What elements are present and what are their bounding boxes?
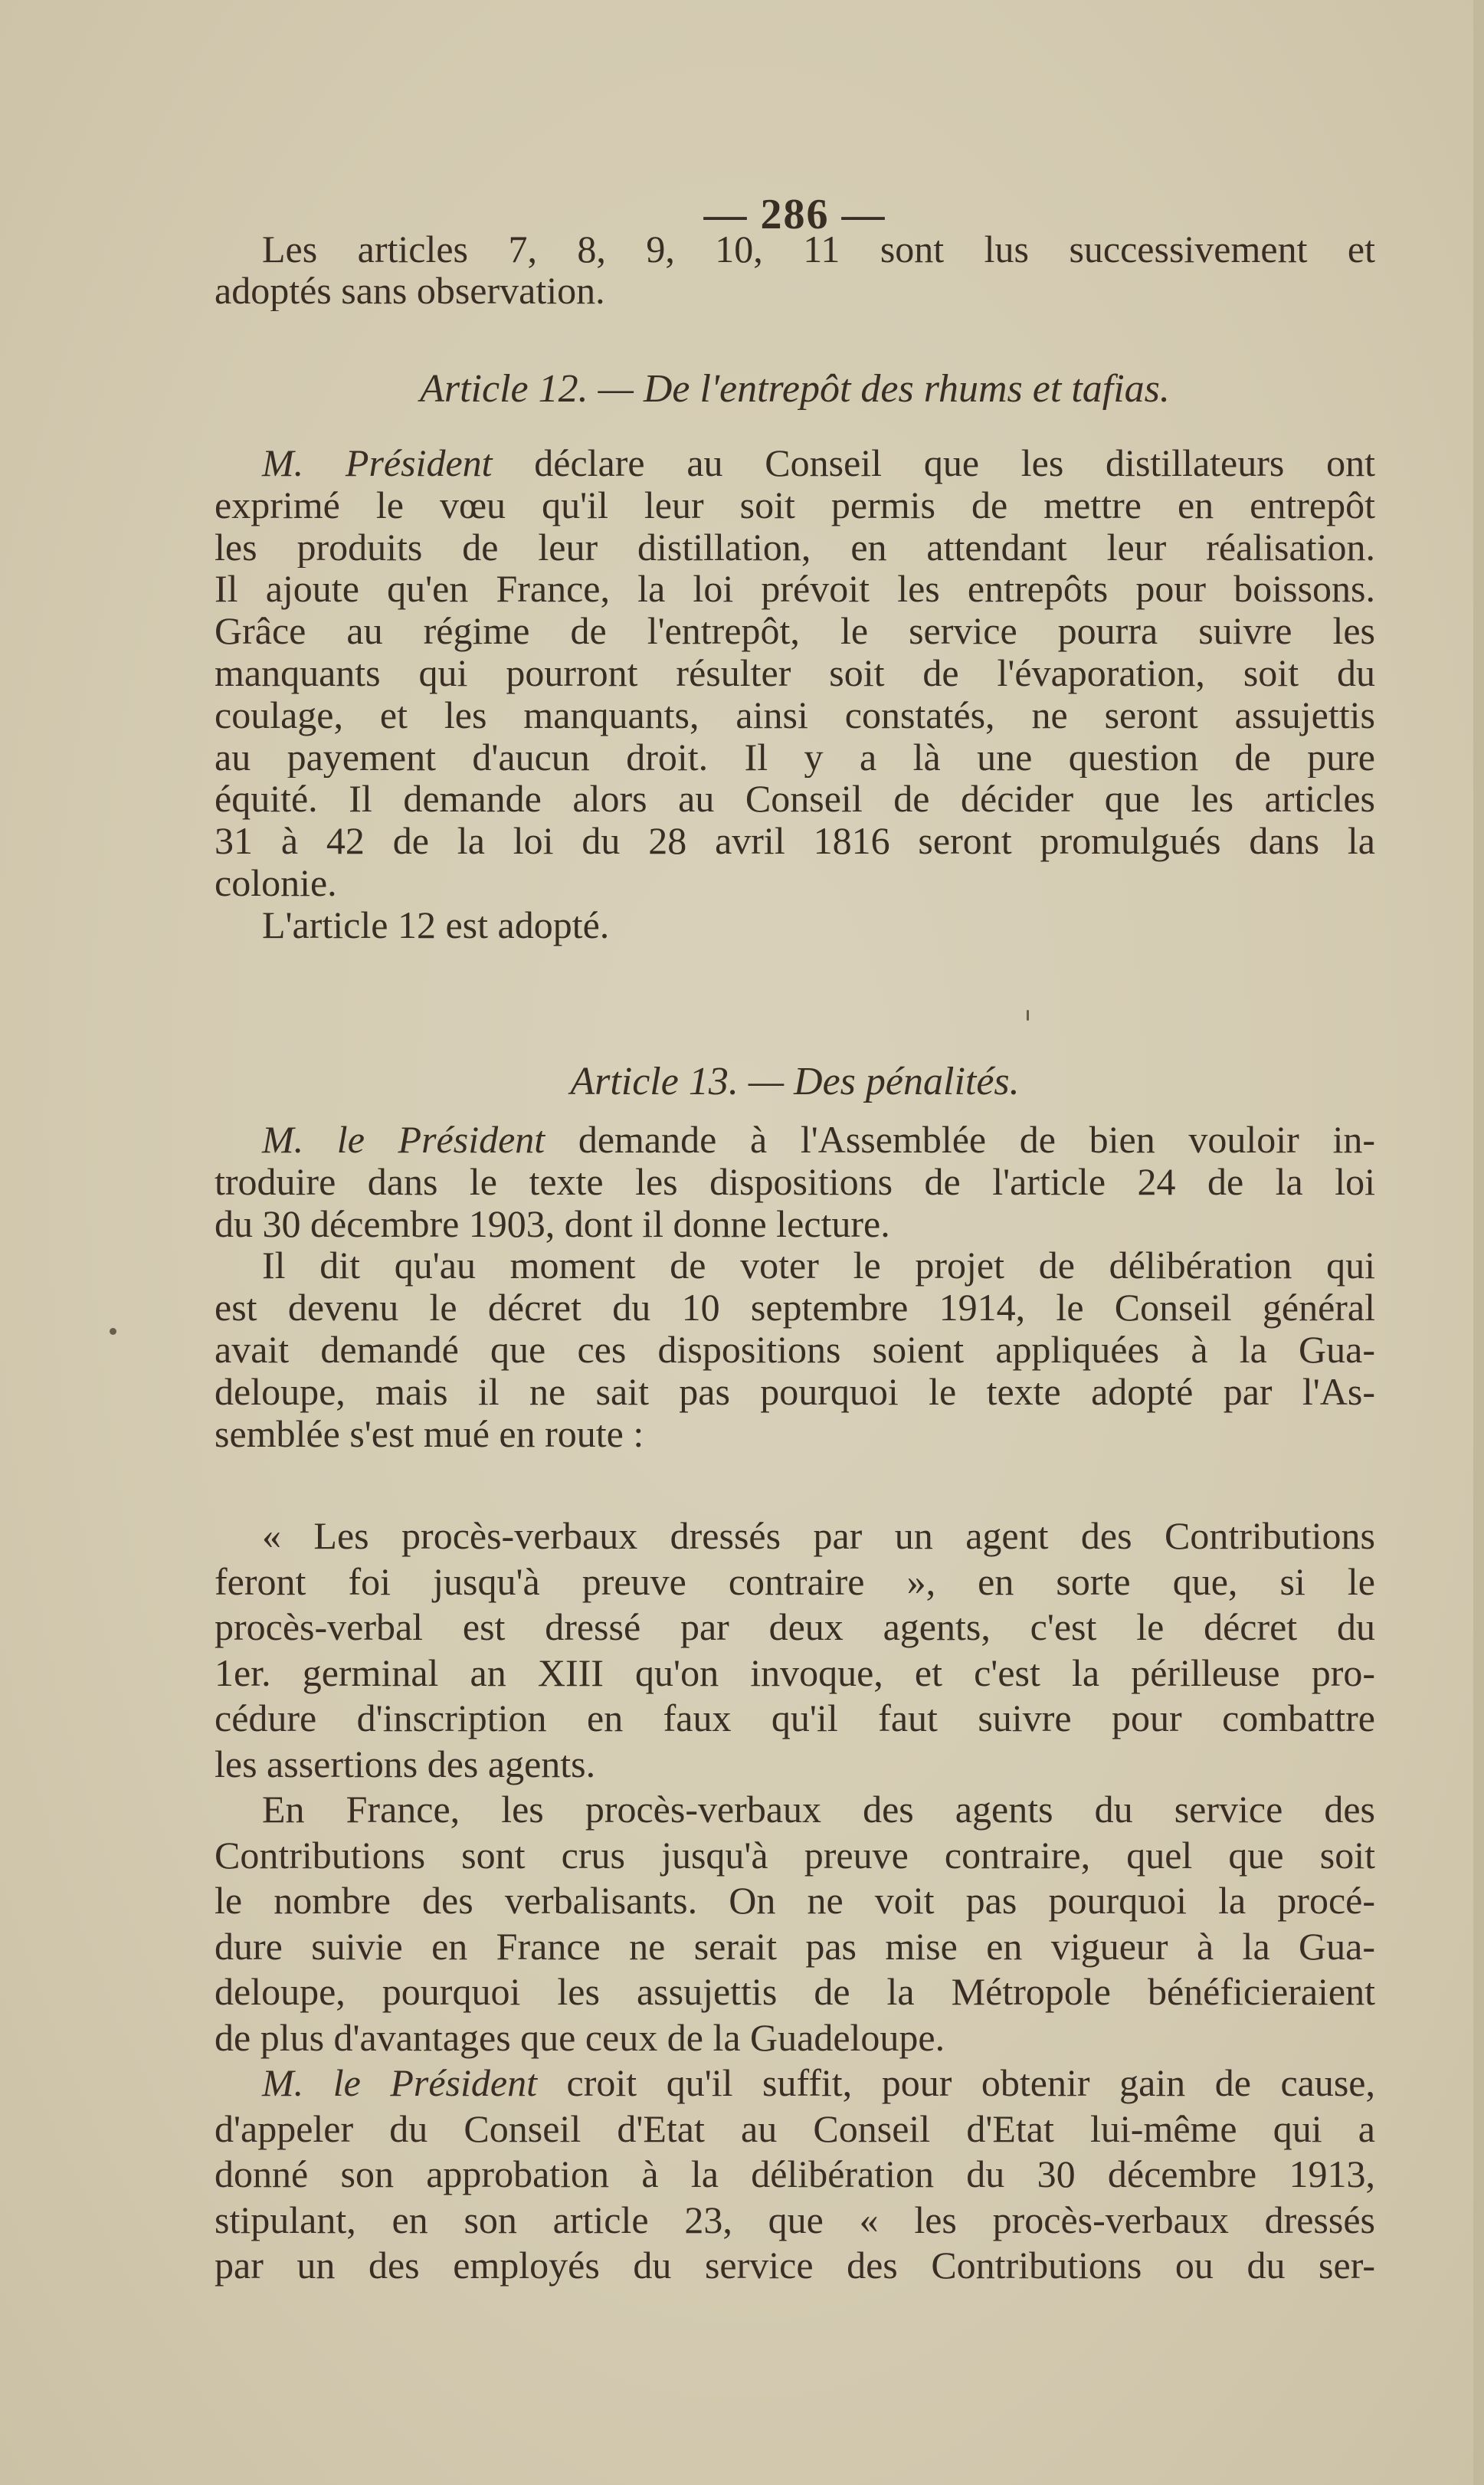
text-line: dure suivie en France ne serait pas mise en vigueur à la Gua- (215, 1924, 1375, 1968)
text-line: manquants qui pourront résulter soit de l'évaporation, soit du (215, 651, 1375, 694)
text-line: En France, les procès-verbaux des agents du service des (262, 1788, 1375, 1831)
text-line: feront foi jusqu'à preuve contraire », en sorte que, si le (215, 1559, 1375, 1603)
paragraph (215, 1119, 1375, 1244)
page-number: — 286 — (703, 191, 886, 238)
text-line: deloupe, mais il ne sait pas pourquoi le texte adopté par l'As- (215, 1370, 1375, 1413)
text-line: du 30 décembre 1903, dont il donne lecture. (215, 1202, 890, 1245)
text-line: colonie. (215, 861, 337, 904)
paragraph (215, 228, 1375, 311)
text-line: Contributions sont crus jusqu'à preuve contraire, quel que soit (215, 1833, 1375, 1877)
text-line: de plus d'avantages que ceux de la Guadeloupe. (215, 2015, 945, 2059)
text-line: Les articles 7, 8, 9, 10, 11 sont lus successivement et (262, 228, 1375, 270)
text-line: les produits de leur distillation, en attendant leur réalisation. (215, 526, 1375, 569)
speaker-name: M. le Président (262, 1119, 545, 1161)
text-line: les assertions des agents. (215, 1742, 596, 1785)
text-line: M. Président déclare au Conseil que les distillateurs ont (262, 442, 1375, 484)
text-line: Il ajoute qu'en France, la loi prévoit les entrepôts pour boissons. (215, 568, 1375, 611)
text-line: M. le Président croit qu'il suffit, pour obtenir gain de cause, (262, 2061, 1375, 2104)
paragraph (215, 1787, 1375, 2060)
section-article-13-body (215, 1513, 1375, 2289)
text-line: 1er. germinal an XIII qu'on invoque, et c'est la périlleuse pro- (215, 1651, 1375, 1694)
text-line: équité. Il demande alors au Conseil de décider que les articles (215, 778, 1375, 821)
heading-article-13: Article 13. — Des pénalités. (570, 1060, 1020, 1103)
paragraph (215, 1244, 1375, 1454)
section-article-12 (215, 442, 1375, 946)
text-line: par un des employés du service des Contributions ou du ser- (215, 2244, 1375, 2287)
text-line: deloupe, pourquoi les assujettis de la Métropole bénéficieraient (215, 1970, 1375, 2013)
paragraph-intro (215, 228, 1375, 311)
text-line: semblée s'est mué en route : (215, 1412, 644, 1455)
heading-article-12: Article 12. — De l'entrepôt des rhums et tafias. (420, 367, 1170, 411)
page-edge (1473, 0, 1484, 2485)
paragraph (215, 2060, 1375, 2289)
text-line: L'article 12 est adopté. (262, 903, 610, 946)
paragraph (215, 442, 1375, 904)
scan-speck (1027, 1010, 1029, 1021)
text-line: 31 à 42 de la loi du 28 avril 1816 seront promulgués dans la (215, 820, 1375, 862)
text-line: au payement d'aucun droit. Il y a là une question de pure (215, 736, 1375, 779)
text-line: est devenu le décret du 10 septembre 1914, le Conseil général (215, 1287, 1375, 1329)
text-line: exprimé le vœu qu'il leur soit permis de mettre en entrepôt (215, 484, 1375, 526)
speaker-name: M. Président (262, 442, 493, 484)
text-line: le nombre des verbalisants. On ne voit pas pourquoi la procé- (215, 1879, 1375, 1922)
text-line: coulage, et les manquants, ainsi constatés, ne seront assujettis (215, 693, 1375, 736)
text-line: « Les procès-verbaux dressés par un agent des Contributions (262, 1514, 1375, 1557)
text-line: procès-verbal est dressé par deux agents, c'est le décret du (215, 1605, 1375, 1648)
scan-speck (110, 1328, 116, 1335)
text-line: avait demandé que ces dispositions soient appliquées à la Gua- (215, 1328, 1375, 1371)
text-line: troduire dans le texte les dispositions de l'article 24 de la loi (215, 1160, 1375, 1203)
text-line: stipulant, en son article 23, que « les procès-verbaux dressés (215, 2198, 1375, 2241)
text-line: d'appeler du Conseil d'Etat au Conseil d'Etat lui-même qui a (215, 2106, 1375, 2150)
text-line: Grâce au régime de l'entrepôt, le service pourra suivre les (215, 610, 1375, 652)
text-line: donné son approbation à la délibération du 30 décembre 1913, (215, 2152, 1375, 2195)
section-article-13-intro (215, 1119, 1375, 1454)
text-line: Il dit qu'au moment de voter le projet de délibération qui (262, 1244, 1375, 1287)
text-line: adoptés sans observation. (215, 270, 605, 311)
speaker-name: M. le Président (262, 2061, 537, 2104)
paragraph (215, 1513, 1375, 1787)
paragraph (215, 904, 1375, 946)
text-line: cédure d'inscription en faux qu'il faut suivre pour combattre (215, 1697, 1375, 1739)
text-line: M. le Président demande à l'Assemblée de bien vouloir in- (262, 1119, 1375, 1161)
